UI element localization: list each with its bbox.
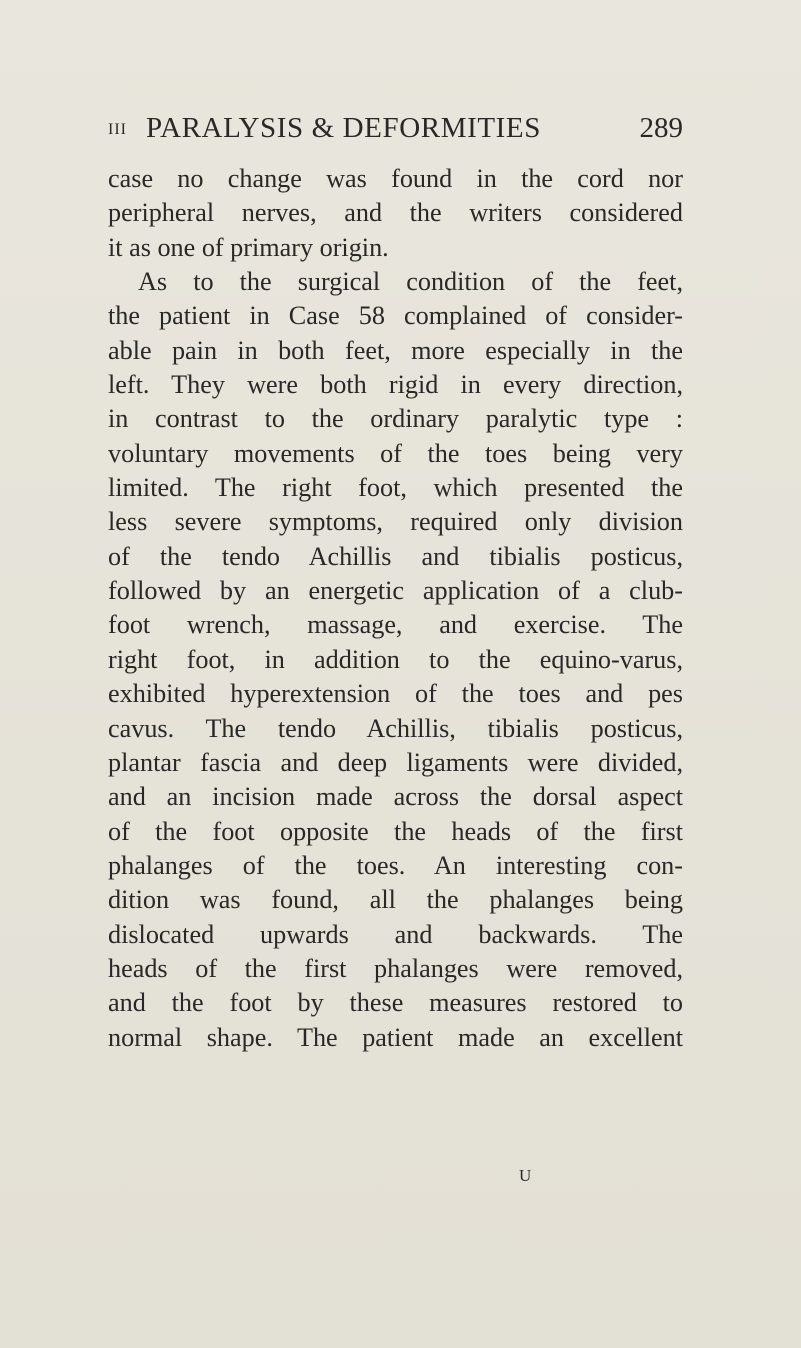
text-line: dislocated upwards and backwards. The <box>108 919 683 949</box>
running-title: PARALYSIS & DEFORMITIES <box>146 112 541 144</box>
text-line: the patient in Case 58 complained of consider- <box>108 301 683 331</box>
text-line: case no change was found in the cord nor <box>108 164 683 193</box>
text-line: left. They were both rigid in every direction, <box>108 370 683 400</box>
text-line: plantar fascia and deep ligaments were divided, <box>108 747 683 777</box>
text-line: As to the surgical condition of the feet, <box>138 267 683 297</box>
running-header <box>108 112 683 152</box>
text-line: normal shape. The patient made an excellent <box>108 1022 683 1052</box>
text-line: of the tendo Achillis and tibialis posticus, <box>108 541 683 571</box>
text-line: and an incision made across the dorsal aspect <box>108 782 683 812</box>
text-line: exhibited hyperextension of the toes and pes <box>108 679 683 709</box>
text-line: limited. The right foot, which presented the <box>108 473 683 503</box>
text-line: of the foot opposite the heads of the first <box>108 816 683 846</box>
text-line: less severe symptoms, required only division <box>108 507 683 537</box>
text-line: and the foot by these measures restored to <box>108 988 683 1018</box>
page-number: 289 <box>639 112 683 144</box>
chapter-number: III <box>108 121 127 138</box>
text-line: dition was found, all the phalanges being <box>108 885 683 915</box>
text-line: in contrast to the ordinary paralytic type : <box>108 404 683 434</box>
text-line: phalanges of the toes. An interesting con- <box>108 850 683 880</box>
text-line: cavus. The tendo Achillis, tibialis posticus, <box>108 713 683 743</box>
text-line: peripheral nerves, and the writers considered <box>108 198 683 228</box>
text-line: heads of the first phalanges were removed, <box>108 953 683 983</box>
text-line: foot wrench, massage, and exercise. The <box>108 610 683 640</box>
text-line: it as one of primary origin. <box>108 232 389 262</box>
text-line: voluntary movements of the toes being very <box>108 438 683 468</box>
text-line: right foot, in addition to the equino-varus, <box>108 644 683 674</box>
body-text <box>108 162 683 1055</box>
text-line: followed by an energetic application of a club- <box>108 576 683 606</box>
text-line: able pain in both feet, more especially in the <box>108 335 683 365</box>
signature-mark: U <box>519 1166 532 1185</box>
